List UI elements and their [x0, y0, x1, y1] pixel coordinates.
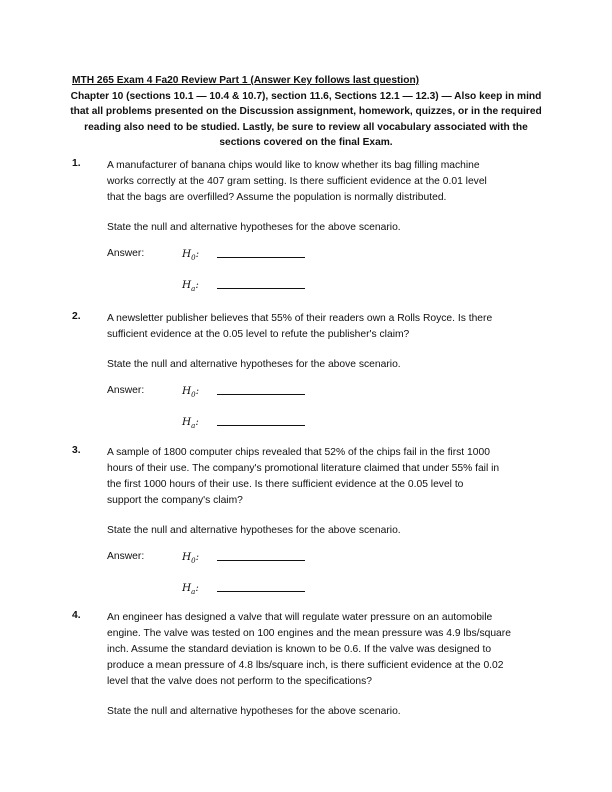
h-subscript: a: [191, 422, 196, 431]
question-text-line: An engineer has designed a valve that will regulate water pressure on an automobile: [107, 612, 493, 623]
answer-area: [107, 549, 542, 597]
alternative-hypothesis-label: [182, 580, 199, 600]
question-number: 2.: [72, 311, 81, 322]
h-subscript: 0: [191, 557, 196, 566]
question-number: 4.: [72, 610, 81, 621]
alternative-hypothesis-blank[interactable]: [217, 288, 305, 289]
alternative-hypothesis-label: [182, 414, 199, 434]
question-text-line: that the bags are overfilled? Assume the population is normally distributed.: [107, 192, 447, 203]
header-line: that all problems presented on the Discussion assignment, homework, quizzes, or in the required: [70, 106, 542, 117]
colon: :: [195, 279, 199, 291]
h-symbol: H: [182, 551, 192, 563]
colon: :: [195, 551, 200, 563]
answer-label: Answer:: [107, 385, 145, 396]
question-text-line: A manufacturer of banana chips would like to know whether its bag filling machine: [107, 160, 480, 171]
h-subscript: a: [191, 588, 196, 597]
question-text-line: sufficient evidence at the 0.05 level to refute the publisher's claim?: [107, 329, 410, 340]
null-hypothesis-blank[interactable]: [217, 560, 305, 561]
colon: :: [195, 248, 200, 260]
question-text-line: inch. Assume the standard deviation is known to be 0.6. If the valve was designed to: [107, 644, 492, 655]
null-hypothesis-blank[interactable]: [217, 257, 305, 258]
header-line: reading also need to be studied. Lastly, be sure to review all vocabulary associated with the: [84, 121, 528, 133]
h-symbol: H: [182, 279, 192, 291]
header-line: Chapter 10 (sections 10.1 — 10.4 & 10.7), section 11.6, Sections 12.1 — 12.3) — Also keep in mind: [70, 90, 542, 102]
question-text-line: A sample of 1800 computer chips revealed that 52% of the chips fail in the first 1000: [107, 447, 490, 458]
h-subscript: 0: [191, 254, 196, 263]
header-line: sections covered on the final Exam.: [219, 137, 393, 148]
answer-label: Answer:: [107, 248, 145, 259]
question-text-line: produce a mean pressure of 4.8 lbs/square inch, is there sufficient evidence at the 0.02: [107, 660, 504, 671]
question-number: 1.: [72, 158, 81, 169]
answer-area: [107, 246, 542, 294]
null-hypothesis-blank[interactable]: [217, 394, 305, 395]
document-header: [60, 73, 552, 151]
question-2: [72, 311, 542, 431]
question-instruction: State the null and alternative hypotheses for the above scenario.: [107, 706, 401, 717]
alternative-hypothesis-label: [182, 277, 199, 297]
h-symbol: H: [182, 385, 192, 397]
null-hypothesis-label: [182, 549, 199, 569]
question-4: [72, 610, 542, 720]
question-text-line: support the company's claim?: [107, 495, 243, 506]
question-text-line: level that the valve does not perform to the specifications?: [107, 676, 373, 687]
answer-label: Answer:: [107, 551, 145, 562]
question-3: [72, 445, 542, 597]
colon: :: [195, 385, 200, 397]
question-number: 3.: [72, 445, 81, 456]
h-subscript: a: [191, 285, 196, 294]
document-title: MTH 265 Exam 4 Fa20 Review Part 1 (Answer Key follows last question): [72, 75, 420, 86]
question-text-line: A newsletter publisher believes that 55% of their readers own a Rolls Royce. Is there: [107, 313, 493, 324]
question-text-line: hours of their use. The company's promotional literature claimed that under 55% fail in: [107, 463, 500, 474]
h-symbol: H: [182, 416, 192, 428]
question-instruction: State the null and alternative hypotheses for the above scenario.: [107, 359, 401, 370]
h-symbol: H: [182, 582, 192, 594]
question-1: [72, 158, 542, 294]
h-subscript: 0: [191, 391, 196, 400]
alternative-hypothesis-blank[interactable]: [217, 591, 305, 592]
question-text-line: works correctly at the 407 gram setting. Is there sufficient evidence at the 0.01 level: [107, 176, 487, 187]
colon: :: [195, 582, 199, 594]
answer-area: [107, 383, 542, 431]
question-text-line: the first 1000 hours of their use. Is there sufficient evidence at the 0.05 level to: [107, 479, 464, 490]
alternative-hypothesis-blank[interactable]: [217, 425, 305, 426]
question-instruction: State the null and alternative hypotheses for the above scenario.: [107, 525, 401, 536]
h-symbol: H: [182, 248, 192, 260]
null-hypothesis-label: [182, 383, 199, 403]
null-hypothesis-label: [182, 246, 199, 266]
question-instruction: State the null and alternative hypotheses for the above scenario.: [107, 222, 401, 233]
colon: :: [195, 416, 199, 428]
question-text-line: engine. The valve was tested on 100 engines and the mean pressure was 4.9 lbs/square: [107, 628, 511, 639]
